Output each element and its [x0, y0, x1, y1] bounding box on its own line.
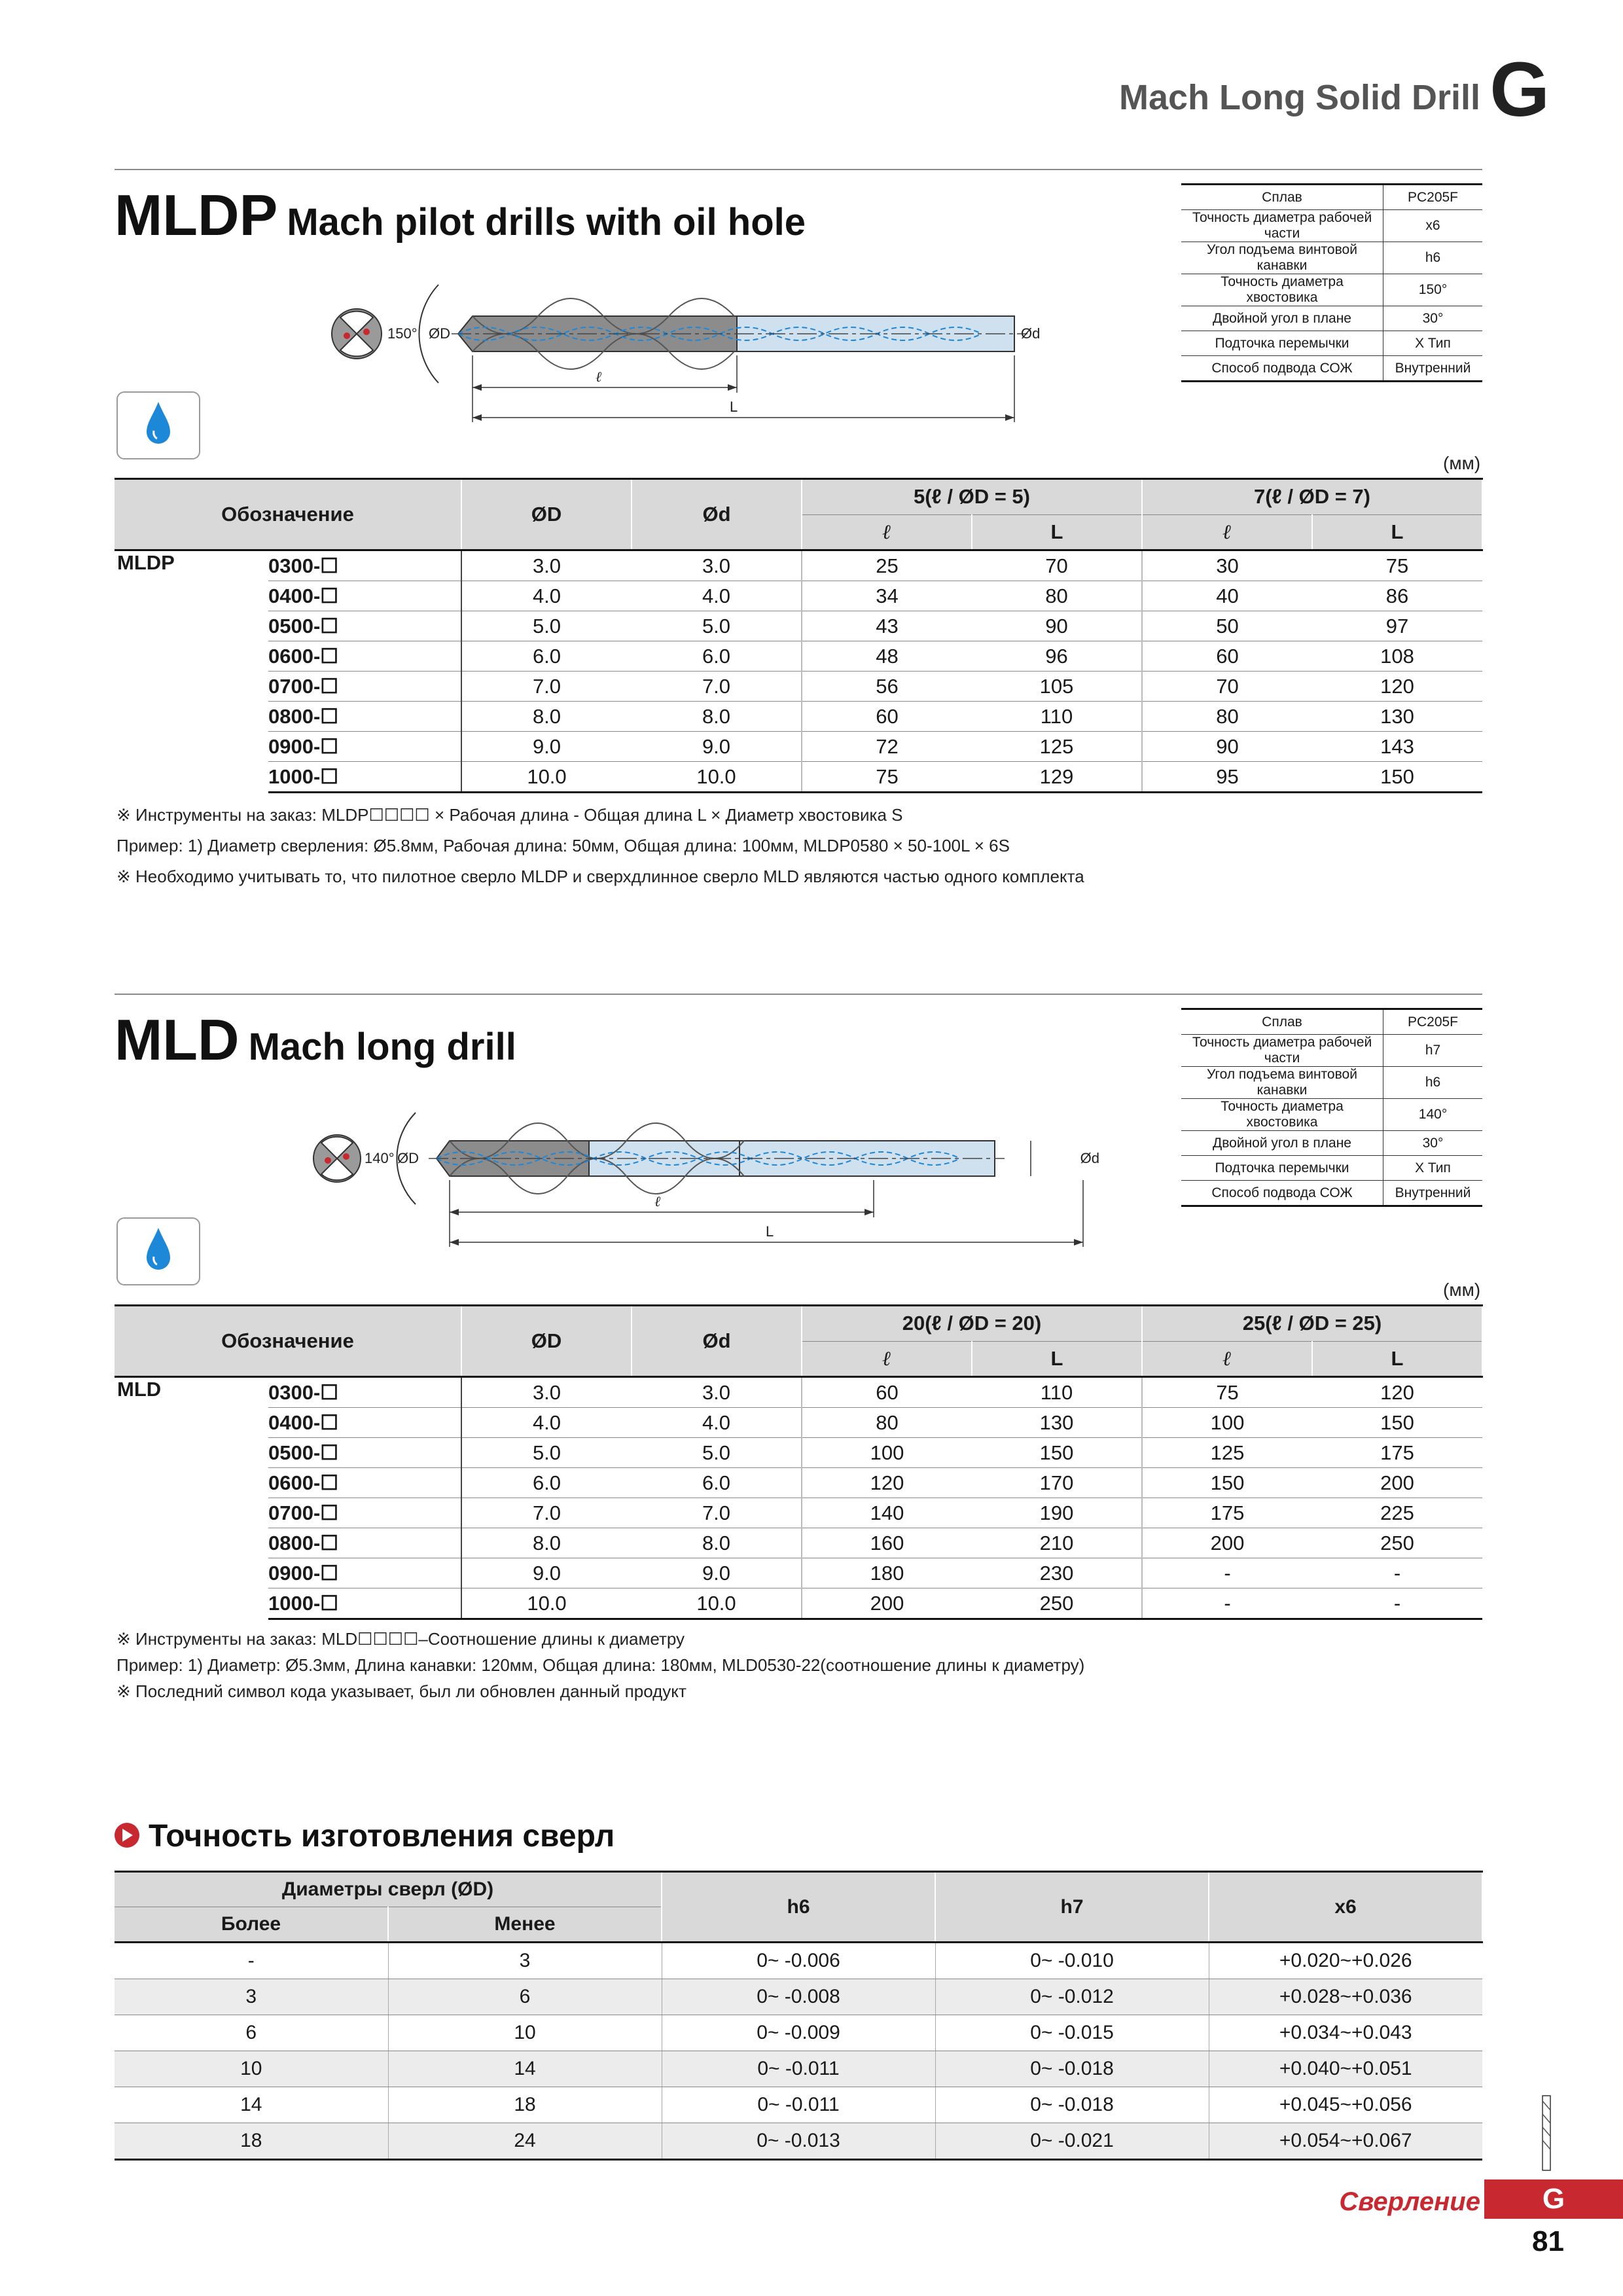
table-row — [115, 762, 1482, 793]
col-over: Более — [115, 1907, 388, 1943]
unit-label: (мм) — [1443, 1280, 1481, 1300]
mld-notes — [116, 1626, 1084, 1704]
cell-h7: 0~ -0.018 — [935, 2087, 1209, 2123]
cell-l: 60 — [802, 1377, 972, 1408]
shank-d-label: Ød — [1080, 1150, 1099, 1166]
cell-L: 190 — [972, 1498, 1142, 1528]
cell-x6: +0.045~+0.056 — [1209, 2087, 1482, 2123]
cell-L: 80 — [972, 581, 1142, 611]
item-code: 0800-☐ — [268, 702, 461, 732]
item-code: 0900-☐ — [268, 732, 461, 762]
col-under: Менее — [388, 1907, 662, 1943]
table-row — [115, 2051, 1482, 2087]
col-l: ℓ — [802, 1341, 972, 1377]
table-row — [115, 2087, 1482, 2123]
series-code: MLD — [117, 1378, 162, 1401]
section-rule — [115, 994, 1482, 995]
cell-l: 48 — [802, 641, 972, 672]
cell-l: - — [1142, 1588, 1312, 1619]
arrow-bullet-icon — [115, 1823, 139, 1848]
spec-row — [1181, 242, 1482, 274]
spec-value: X Тип — [1383, 1156, 1483, 1181]
table-row — [115, 1408, 1482, 1438]
item-code: 0400-☐ — [268, 581, 461, 611]
mldp-drill-diagram — [327, 259, 1080, 435]
cell-d: 5.0 — [632, 611, 802, 641]
cell-L: 225 — [1312, 1498, 1482, 1528]
col-x6: x6 — [1209, 1872, 1482, 1943]
cell-L: 200 — [1312, 1468, 1482, 1498]
table-row — [115, 1468, 1482, 1498]
item-code: 0600-☐ — [268, 1468, 461, 1498]
spec-key: Сплав — [1181, 1009, 1383, 1035]
cell-l: 90 — [1142, 732, 1312, 762]
table-row — [115, 1498, 1482, 1528]
cell-l: 56 — [802, 672, 972, 702]
cell-L: 120 — [1312, 1377, 1482, 1408]
spec-row — [1181, 185, 1482, 210]
chapter-letter: G — [1489, 46, 1550, 133]
item-code: 0400-☐ — [268, 1408, 461, 1438]
item-code: 0700-☐ — [268, 1498, 461, 1528]
cell-over: 18 — [115, 2123, 388, 2160]
cell-l: 34 — [802, 581, 972, 611]
cell-x6: +0.028~+0.036 — [1209, 1979, 1482, 2015]
chapter-title: Mach Long Solid Drill — [1119, 78, 1480, 117]
spec-row — [1181, 1067, 1482, 1099]
cell-l: 175 — [1142, 1498, 1312, 1528]
mld-code: MLD — [115, 1007, 240, 1072]
footer-chapter-tab: G — [1484, 2179, 1623, 2219]
l-dimension-label: ℓ — [596, 368, 602, 385]
spec-key: Точность диаметра рабочей части — [1181, 210, 1383, 242]
cell-d: 4.0 — [632, 581, 802, 611]
spec-key: Точность диаметра хвостовика — [1181, 274, 1383, 306]
col-D: ØD — [461, 1306, 632, 1377]
cell-l: 180 — [802, 1558, 972, 1588]
cell-l: 200 — [1142, 1528, 1312, 1558]
cell-h6: 0~ -0.013 — [662, 2123, 935, 2160]
cell-L: 170 — [972, 1468, 1142, 1498]
note-line: Пример: 1) Диаметр сверления: Ø5.8мм, Рабочая длина: 50мм, Общая длина: 100мм, MLDP0580 × 50-100L × 6S — [116, 836, 1010, 855]
spec-key: Двойной угол в плане — [1181, 306, 1383, 331]
accuracy-title — [115, 1818, 615, 1854]
cell-over: 6 — [115, 2015, 388, 2051]
cell-l: 25 — [802, 550, 972, 581]
cell-l: 75 — [1142, 1377, 1312, 1408]
cell-h6: 0~ -0.009 — [662, 2015, 935, 2051]
cell-L: - — [1312, 1588, 1482, 1619]
col-d: Ød — [632, 1306, 802, 1377]
cell-L: 70 — [972, 550, 1142, 581]
col-group-ratio-7: 7(ℓ / ØD = 7) — [1142, 479, 1482, 515]
cell-L: 130 — [972, 1408, 1142, 1438]
mldp-spec-table — [1181, 183, 1482, 382]
drill-end-view — [313, 1135, 361, 1182]
cell-L: 108 — [1312, 641, 1482, 672]
series-code: MLDP — [117, 551, 175, 574]
cell-L: 129 — [972, 762, 1142, 793]
L-dimension-label: L — [766, 1223, 774, 1240]
spec-key: Угол подъема винтовой канавки — [1181, 242, 1383, 274]
cell-under: 14 — [388, 2051, 662, 2087]
cell-l: 70 — [1142, 672, 1312, 702]
footer-section-label: Сверление — [1339, 2187, 1480, 2216]
spec-value: h7 — [1383, 1035, 1483, 1067]
spec-key: Сплав — [1181, 185, 1383, 210]
table-row — [115, 2015, 1482, 2051]
cell-l: 95 — [1142, 762, 1312, 793]
cell-d: 6.0 — [632, 1468, 802, 1498]
unit-label: (мм) — [1443, 453, 1481, 473]
cell-D: 6.0 — [461, 1468, 632, 1498]
item-code: 1000-☐ — [268, 762, 461, 793]
point-angle-label: 150° — [387, 325, 418, 342]
cell-l: - — [1142, 1558, 1312, 1588]
mld-drill-diagram — [298, 1083, 1149, 1260]
cell-d: 9.0 — [632, 1558, 802, 1588]
mld-spec-table — [1181, 1008, 1482, 1207]
col-l: ℓ — [1142, 514, 1312, 550]
cell-L: 110 — [972, 1377, 1142, 1408]
cell-h7: 0~ -0.015 — [935, 2015, 1209, 2051]
spec-value: Внутренний — [1383, 356, 1483, 382]
col-L: L — [1312, 514, 1482, 550]
col-group-ratio-25: 25(ℓ / ØD = 25) — [1142, 1306, 1482, 1342]
cell-L: 125 — [972, 732, 1142, 762]
cell-l: 40 — [1142, 581, 1312, 611]
shank-d-label: Ød — [1021, 325, 1041, 342]
mld-name: Mach long drill — [248, 1026, 516, 1068]
cell-L: 175 — [1312, 1438, 1482, 1468]
spec-row — [1181, 1181, 1482, 1206]
d-label: ØD — [397, 1150, 419, 1166]
col-L: L — [1312, 1341, 1482, 1377]
table-row — [115, 702, 1482, 732]
spec-value: PC205F — [1383, 1009, 1483, 1035]
spec-key: Способ подвода СОЖ — [1181, 356, 1383, 382]
table-row — [115, 1943, 1482, 1979]
spec-key: Двойной угол в плане — [1181, 1131, 1383, 1156]
table-row — [115, 1558, 1482, 1588]
cell-h7: 0~ -0.010 — [935, 1943, 1209, 1979]
cell-l: 50 — [1142, 611, 1312, 641]
cell-L: 150 — [972, 1438, 1142, 1468]
cell-D: 9.0 — [461, 1558, 632, 1588]
mldp-name: Mach pilot drills with oil hole — [287, 201, 806, 243]
cell-L: 110 — [972, 702, 1142, 732]
cell-h6: 0~ -0.011 — [662, 2087, 935, 2123]
item-code: 0500-☐ — [268, 1438, 461, 1468]
cell-l: 140 — [802, 1498, 972, 1528]
spec-value: PC205F — [1383, 185, 1483, 210]
cell-D: 10.0 — [461, 1588, 632, 1619]
spec-value: 30° — [1383, 306, 1483, 331]
col-group-diameters: Диаметры сверл (ØD) — [115, 1872, 662, 1907]
cell-d: 10.0 — [632, 762, 802, 793]
col-L: L — [972, 514, 1142, 550]
table-row — [115, 672, 1482, 702]
table-row — [115, 1528, 1482, 1558]
spec-row — [1181, 306, 1482, 331]
mld-dimension-table — [115, 1304, 1483, 1620]
internal-coolant-icon — [116, 391, 200, 459]
col-l: ℓ — [1142, 1341, 1312, 1377]
cell-l: 150 — [1142, 1468, 1312, 1498]
table-row — [115, 611, 1482, 641]
spec-row — [1181, 1099, 1482, 1131]
cell-D: 5.0 — [461, 1438, 632, 1468]
cell-l: 43 — [802, 611, 972, 641]
spec-key: Точность диаметра хвостовика — [1181, 1099, 1383, 1131]
col-h6: h6 — [662, 1872, 935, 1943]
col-designation: Обозначение — [115, 479, 461, 550]
spec-row — [1181, 1131, 1482, 1156]
cell-d: 8.0 — [632, 1528, 802, 1558]
item-code: 0600-☐ — [268, 641, 461, 672]
cell-L: 130 — [1312, 702, 1482, 732]
cell-l: 100 — [1142, 1408, 1312, 1438]
cell-D: 6.0 — [461, 641, 632, 672]
spec-key: Подточка перемычки — [1181, 331, 1383, 356]
cell-L: 105 — [972, 672, 1142, 702]
cell-L: 250 — [1312, 1528, 1482, 1558]
spec-row — [1181, 356, 1482, 382]
cell-x6: +0.054~+0.067 — [1209, 2123, 1482, 2160]
cell-l: 72 — [802, 732, 972, 762]
item-code: 0300-☐ — [268, 1377, 461, 1408]
header-rule — [115, 169, 1482, 170]
col-d: Ød — [632, 479, 802, 550]
mldp-notes — [116, 800, 1084, 892]
cell-over: 3 — [115, 1979, 388, 2015]
cell-d: 3.0 — [632, 550, 802, 581]
table-row — [115, 1438, 1482, 1468]
spec-key: Точность диаметра рабочей части — [1181, 1035, 1383, 1067]
cell-l: 60 — [1142, 641, 1312, 672]
cell-L: 90 — [972, 611, 1142, 641]
cell-l: 125 — [1142, 1438, 1312, 1468]
cell-D: 3.0 — [461, 1377, 632, 1408]
item-code: 0300-☐ — [268, 550, 461, 581]
cell-x6: +0.040~+0.051 — [1209, 2051, 1482, 2087]
mld-title — [115, 1007, 516, 1072]
item-code: 1000-☐ — [268, 1588, 461, 1619]
table-row — [115, 1979, 1482, 2015]
cell-d: 4.0 — [632, 1408, 802, 1438]
spec-value: X Тип — [1383, 331, 1483, 356]
spec-value: h6 — [1383, 1067, 1483, 1099]
spec-value: h6 — [1383, 242, 1483, 274]
cell-h6: 0~ -0.011 — [662, 2051, 935, 2087]
spec-row — [1181, 210, 1482, 242]
cell-under: 24 — [388, 2123, 662, 2160]
d-label: ØD — [429, 325, 450, 342]
cell-L: 120 — [1312, 672, 1482, 702]
cell-under: 10 — [388, 2015, 662, 2051]
cell-L: 150 — [1312, 762, 1482, 793]
cell-D: 8.0 — [461, 1528, 632, 1558]
col-D: ØD — [461, 479, 632, 550]
table-row — [115, 1588, 1482, 1619]
table-row — [115, 641, 1482, 672]
col-L: L — [972, 1341, 1142, 1377]
cell-d: 7.0 — [632, 672, 802, 702]
l-dimension-label: ℓ — [654, 1193, 661, 1210]
cell-over: 14 — [115, 2087, 388, 2123]
cell-L: 230 — [972, 1558, 1142, 1588]
cell-x6: +0.020~+0.026 — [1209, 1943, 1482, 1979]
note-line: ※ Инструменты на заказ: MLDP☐☐☐☐ × Рабочая длина - Общая длина L × Диаметр хвостовика S — [116, 805, 903, 825]
cell-l: 100 — [802, 1438, 972, 1468]
cell-h6: 0~ -0.008 — [662, 1979, 935, 2015]
L-dimension-label: L — [730, 399, 738, 415]
cell-L: 150 — [1312, 1408, 1482, 1438]
cell-d: 5.0 — [632, 1438, 802, 1468]
cell-D: 3.0 — [461, 550, 632, 581]
cell-D: 9.0 — [461, 732, 632, 762]
accuracy-table — [115, 1871, 1483, 2161]
mldp-code: MLDP — [115, 183, 278, 247]
item-code: 0500-☐ — [268, 611, 461, 641]
col-group-ratio-5: 5(ℓ / ØD = 5) — [802, 479, 1142, 515]
point-angle-label: 140° — [365, 1150, 395, 1166]
drill-thumbnail-icon — [1541, 2094, 1552, 2172]
col-l: ℓ — [802, 514, 972, 550]
cell-D: 7.0 — [461, 672, 632, 702]
cell-d: 9.0 — [632, 732, 802, 762]
cell-h7: 0~ -0.012 — [935, 1979, 1209, 2015]
cell-under: 18 — [388, 2087, 662, 2123]
cell-L: - — [1312, 1558, 1482, 1588]
item-code: 0700-☐ — [268, 672, 461, 702]
cell-L: 86 — [1312, 581, 1482, 611]
cell-D: 5.0 — [461, 611, 632, 641]
cell-d: 10.0 — [632, 1588, 802, 1619]
cell-over: 10 — [115, 2051, 388, 2087]
cell-d: 6.0 — [632, 641, 802, 672]
cell-l: 75 — [802, 762, 972, 793]
note-line: ※ Последний символ кода указывает, был ли обновлен данный продукт — [116, 1681, 687, 1701]
note-line: Пример: 1) Диаметр: Ø5.3мм, Длина канавки: 120мм, Общая длина: 180мм, MLD0530-22(соотношение длины к диаметру) — [116, 1655, 1085, 1675]
spec-key: Способ подвода СОЖ — [1181, 1181, 1383, 1206]
spec-value: 30° — [1383, 1131, 1483, 1156]
note-line: ※ Инструменты на заказ: MLD☐☐☐☐–Соотношение длины к диаметру — [116, 1629, 685, 1649]
cell-L: 75 — [1312, 550, 1482, 581]
cell-under: 3 — [388, 1943, 662, 1979]
cell-d: 7.0 — [632, 1498, 802, 1528]
cell-D: 10.0 — [461, 762, 632, 793]
spec-row — [1181, 1035, 1482, 1067]
cell-L: 250 — [972, 1588, 1142, 1619]
cell-x6: +0.034~+0.043 — [1209, 2015, 1482, 2051]
cell-D: 7.0 — [461, 1498, 632, 1528]
cell-l: 80 — [802, 1408, 972, 1438]
mldp-title — [115, 183, 806, 247]
spec-row — [1181, 274, 1482, 306]
spec-value: x6 — [1383, 210, 1483, 242]
cell-D: 8.0 — [461, 702, 632, 732]
cell-D: 4.0 — [461, 581, 632, 611]
spec-key: Подточка перемычки — [1181, 1156, 1383, 1181]
table-row — [115, 2123, 1482, 2160]
col-group-ratio-20: 20(ℓ / ØD = 20) — [802, 1306, 1142, 1342]
spec-value: 140° — [1383, 1099, 1483, 1131]
internal-coolant-icon — [116, 1217, 200, 1285]
cell-L: 97 — [1312, 611, 1482, 641]
cell-h7: 0~ -0.018 — [935, 2051, 1209, 2087]
cell-l: 30 — [1142, 550, 1312, 581]
spec-key: Угол подъема винтовой канавки — [1181, 1067, 1383, 1099]
spec-value: Внутренний — [1383, 1181, 1483, 1206]
cell-h7: 0~ -0.021 — [935, 2123, 1209, 2160]
cell-h6: 0~ -0.006 — [662, 1943, 935, 1979]
col-designation: Обозначение — [115, 1306, 461, 1377]
page-number: 81 — [1532, 2225, 1564, 2257]
cell-l: 160 — [802, 1528, 972, 1558]
item-code: 0800-☐ — [268, 1528, 461, 1558]
cell-L: 210 — [972, 1528, 1142, 1558]
accuracy-title-text: Точность изготовления сверл — [149, 1819, 615, 1854]
table-row — [115, 1377, 1482, 1408]
note-line: ※ Необходимо учитывать то, что пилотное сверло MLDP и сверхдлинное сверло MLD являются частью одного комплекта — [116, 867, 1084, 886]
cell-l: 200 — [802, 1588, 972, 1619]
table-row — [115, 550, 1482, 581]
table-row — [115, 732, 1482, 762]
cell-D: 4.0 — [461, 1408, 632, 1438]
item-code: 0900-☐ — [268, 1558, 461, 1588]
spec-value: 150° — [1383, 274, 1483, 306]
spec-row — [1181, 1156, 1482, 1181]
cell-l: 120 — [802, 1468, 972, 1498]
cell-d: 3.0 — [632, 1377, 802, 1408]
cell-l: 60 — [802, 702, 972, 732]
mldp-dimension-table — [115, 478, 1483, 793]
drill-end-view — [332, 309, 382, 359]
spec-row — [1181, 331, 1482, 356]
cell-under: 6 — [388, 1979, 662, 2015]
cell-L: 96 — [972, 641, 1142, 672]
cell-over: - — [115, 1943, 388, 1979]
col-h7: h7 — [935, 1872, 1209, 1943]
cell-d: 8.0 — [632, 702, 802, 732]
table-row — [115, 581, 1482, 611]
cell-L: 143 — [1312, 732, 1482, 762]
cell-l: 80 — [1142, 702, 1312, 732]
spec-row — [1181, 1009, 1482, 1035]
